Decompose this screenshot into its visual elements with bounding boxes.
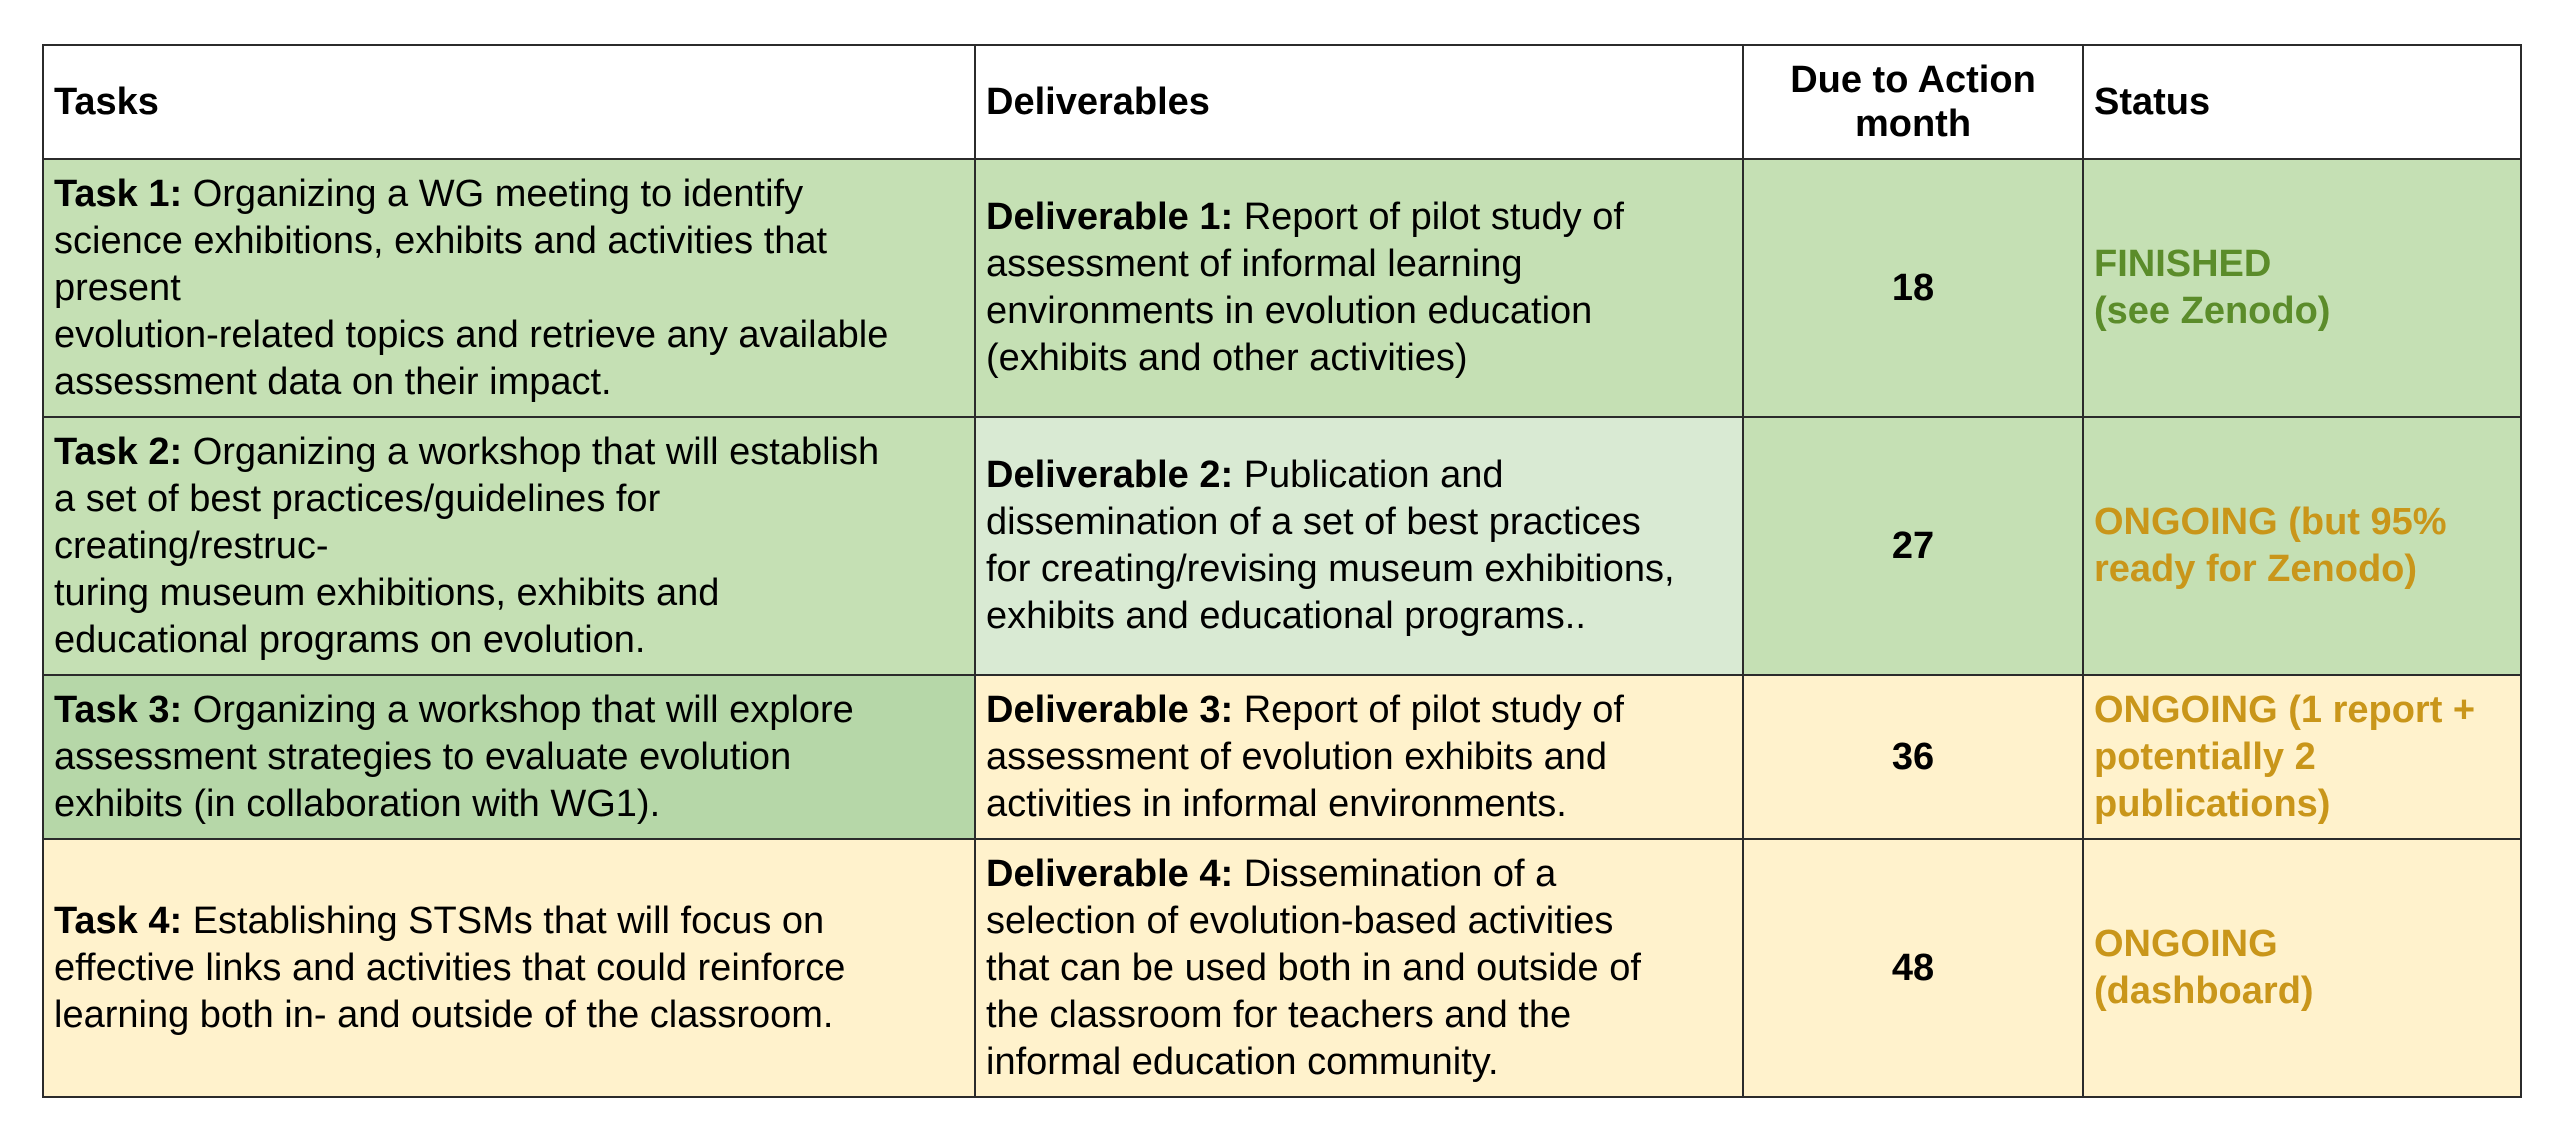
deliverable-text-line: informal education community. bbox=[986, 1040, 1499, 1083]
task-text-line: Organizing a workshop that will establish bbox=[192, 430, 880, 473]
due-month-cell: 36 bbox=[1743, 675, 2083, 839]
task-text-line: assessment data on their impact. bbox=[54, 360, 612, 403]
status-cell bbox=[2083, 159, 2521, 417]
status-text-line: ready for Zenodo) bbox=[2094, 548, 2418, 590]
task-deliverable-table-container bbox=[42, 44, 2520, 1096]
status-text-line: (see Zenodo) bbox=[2094, 290, 2331, 332]
task-label: Task 1: bbox=[54, 172, 183, 215]
deliverable-text-line: (exhibits and other activities) bbox=[986, 337, 1468, 379]
due-month-cell: 18 bbox=[1743, 159, 2083, 417]
table-row bbox=[43, 417, 2521, 675]
task-label: Task 4: bbox=[54, 899, 183, 942]
deliverable-text-line: assessment of informal learning bbox=[986, 243, 1523, 285]
deliverable-text-line: Publication and bbox=[1243, 454, 1504, 496]
table-row bbox=[43, 159, 2521, 417]
deliverable-label: Deliverable 1: bbox=[986, 196, 1234, 238]
task-deliverable-table bbox=[42, 44, 2522, 1098]
status-text-line: (dashboard) bbox=[2094, 970, 2314, 1012]
deliverable-cell bbox=[975, 675, 1743, 839]
task-text-line: Organizing a workshop that will explore bbox=[192, 688, 854, 731]
deliverable-cell bbox=[975, 839, 1743, 1097]
status-text-line: ONGOING (1 report + bbox=[2094, 688, 2476, 731]
due-month-cell: 48 bbox=[1743, 839, 2083, 1097]
header-status: Status bbox=[2083, 45, 2521, 159]
task-text-line: evolution-related topics and retrieve any available bbox=[54, 313, 889, 356]
table-row bbox=[43, 675, 2521, 839]
status-cell bbox=[2083, 839, 2521, 1097]
header-row bbox=[43, 45, 2521, 159]
deliverable-text-line: for creating/revising museum exhibitions, bbox=[986, 548, 1675, 590]
task-cell bbox=[43, 839, 975, 1097]
task-text-line: Establishing STSMs that will focus on bbox=[192, 899, 825, 942]
deliverable-text-line: the classroom for teachers and the bbox=[986, 993, 1572, 1036]
deliverable-text-line: assessment of evolution exhibits and bbox=[986, 735, 1608, 778]
status-text-line: FINISHED bbox=[2094, 243, 2272, 285]
status-text-line: ONGOING bbox=[2094, 923, 2278, 965]
header-tasks: Tasks bbox=[43, 45, 975, 159]
task-text-line: Organizing a WG meeting to identify bbox=[192, 172, 804, 215]
task-text-line: learning both in- and outside of the classroom. bbox=[54, 993, 834, 1036]
task-text-line: educational programs on evolution. bbox=[54, 618, 646, 661]
deliverable-text-line: Report of pilot study of bbox=[1243, 688, 1624, 731]
deliverable-cell bbox=[975, 159, 1743, 417]
task-cell bbox=[43, 159, 975, 417]
deliverable-label: Deliverable 2: bbox=[986, 454, 1234, 496]
task-label: Task 2: bbox=[54, 430, 183, 473]
deliverable-label: Deliverable 3: bbox=[986, 688, 1234, 731]
task-text-line: creating/restruc- bbox=[54, 524, 329, 567]
task-text-line: assessment strategies to evaluate evolution bbox=[54, 735, 792, 778]
status-cell bbox=[2083, 417, 2521, 675]
deliverable-label: Deliverable 4: bbox=[986, 852, 1234, 895]
deliverable-text-line: that can be used both in and outside of bbox=[986, 946, 1641, 989]
task-text-line: effective links and activities that could reinforce bbox=[54, 946, 846, 989]
deliverable-text-line: dissemination of a set of best practices bbox=[986, 501, 1641, 543]
status-text-line: publications) bbox=[2094, 782, 2331, 825]
header-deliverables: Deliverables bbox=[975, 45, 1743, 159]
deliverable-text-line: Dissemination of a bbox=[1243, 852, 1557, 895]
deliverable-text-line: Report of pilot study of bbox=[1243, 196, 1624, 238]
header-due-month: Due to Action month bbox=[1743, 45, 2083, 159]
task-text-line: present bbox=[54, 266, 181, 309]
task-label: Task 3: bbox=[54, 688, 183, 731]
task-text-line: science exhibitions, exhibits and activities that bbox=[54, 219, 828, 262]
task-text-line: a set of best practices/guidelines for bbox=[54, 477, 661, 520]
task-text-line: exhibits (in collaboration with WG1). bbox=[54, 782, 661, 825]
deliverable-text-line: environments in evolution education bbox=[986, 290, 1593, 332]
status-cell bbox=[2083, 675, 2521, 839]
deliverable-text-line: selection of evolution-based activities bbox=[986, 899, 1614, 942]
status-text-line: ONGOING (but 95% bbox=[2094, 501, 2447, 543]
status-text-line: potentially 2 bbox=[2094, 735, 2316, 778]
task-text-line: turing museum exhibitions, exhibits and bbox=[54, 571, 720, 614]
task-cell bbox=[43, 417, 975, 675]
deliverable-text-line: exhibits and educational programs.. bbox=[986, 595, 1586, 637]
task-cell bbox=[43, 675, 975, 839]
due-month-cell: 27 bbox=[1743, 417, 2083, 675]
deliverable-text-line: activities in informal environments. bbox=[986, 782, 1567, 825]
deliverable-cell bbox=[975, 417, 1743, 675]
table-row bbox=[43, 839, 2521, 1097]
